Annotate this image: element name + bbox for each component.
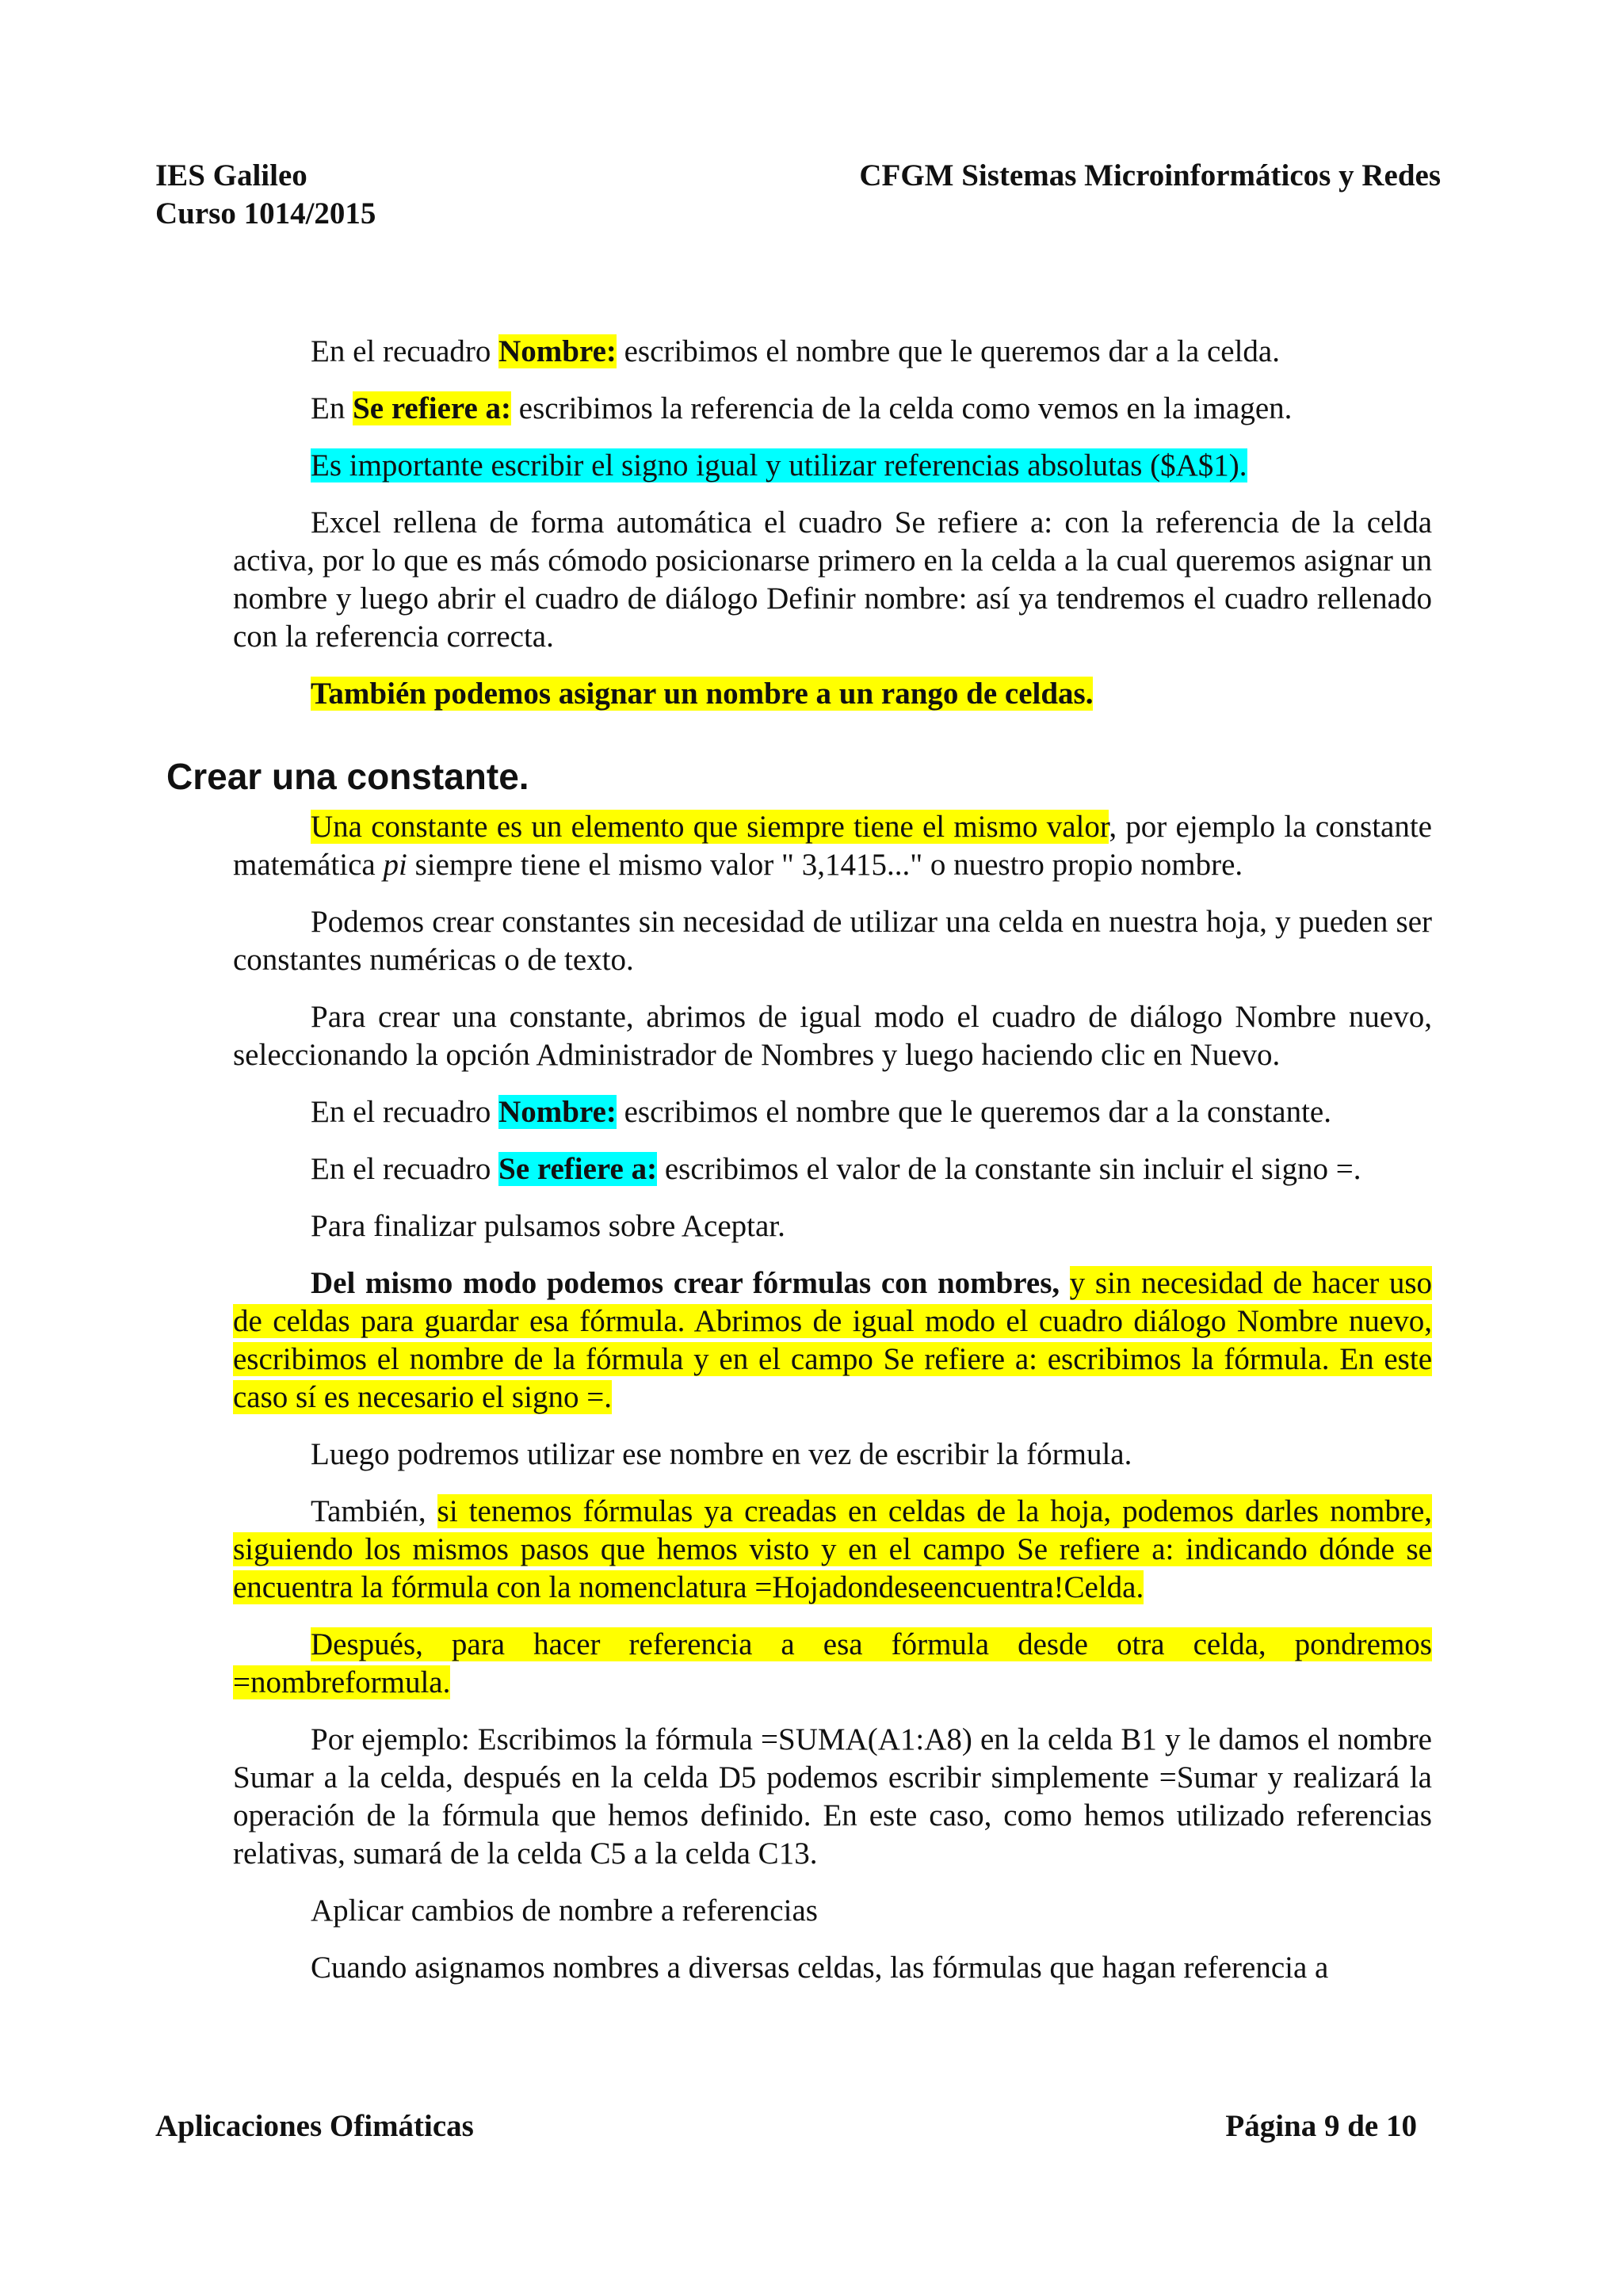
- highlight: Nombre:: [498, 1095, 617, 1129]
- highlight: También podemos asignar un nombre a un rango de celdas.: [311, 677, 1094, 711]
- program-name: CFGM Sistemas Microinformáticos y Redes: [859, 158, 1441, 193]
- page-number: Página 9 de 10: [1225, 2109, 1417, 2143]
- paragraph: En el recuadro Nombre: escribimos el nombre que le queremos dar a la celda.: [311, 334, 1280, 368]
- school-name: IES Galileo: [155, 158, 307, 193]
- paragraph: En el recuadro Nombre: escribimos el nombre que le queremos dar a la constante.: [311, 1095, 1331, 1129]
- highlight: Después, para hacer referencia a esa fórmula desde otra celda, pondremos =nombreformula.: [233, 1627, 1432, 1699]
- paragraph: Luego podremos utilizar ese nombre en vez de escribir la fórmula.: [311, 1437, 1132, 1471]
- paragraph: [233, 1626, 1432, 1702]
- paragraph: También, si tenemos fórmulas ya creadas en celdas de la hoja, podemos darles nombre, siguiendo los mismos pasos que hemos visto y en el campo Se refiere a: indicando dónde se encuentra la fórmula con la nomenclatura =Hojadondeseencuentra!Celda.: [233, 1494, 1433, 1604]
- highlight: Una constante es un elemento que siempre tiene el mismo valor: [311, 810, 1109, 844]
- paragraph: Del mismo modo podemos crear fórmulas con nombres, y sin necesidad de hacer uso de celdas para guardar esa fórmula. Abrimos de igual modo el cuadro diálogo Nombre nuevo, escribimos el nombre de la fórmula y en el campo Se refiere a: escribimos la fórmula. En este caso sí es necesario el signo =.: [233, 1266, 1433, 1414]
- highlight: Es importante escribir el signo igual y utilizar referencias absolutas ($A$1).: [311, 448, 1247, 482]
- paragraph: Aplicar cambios de nombre a referencias: [311, 1894, 818, 1928]
- highlight: y sin necesidad de hacer uso de celdas para guardar esa fórmula. Abrimos de igual modo el cuadro diálogo Nombre nuevo, escribimos el nombre de la fórmula y en el campo Se refiere a: escribimos la fórmula. En este caso sí es necesario el signo =.: [233, 1266, 1433, 1414]
- paragraph: En Se refiere a: escribimos la referencia de la celda como vemos en la imagen.: [311, 391, 1293, 425]
- paragraph: Excel rellena de forma automática el cuadro Se refiere a: con la referencia de la celda activa, por lo que es más cómodo posicionarse primero en la celda a la cual queremos asignar un nombre y luego abrir el cuadro de diálogo Definir nombre: así ya tendremos el cuadro rellenado con la referencia correcta.: [233, 505, 1432, 654]
- highlight: Se refiere a:: [353, 391, 512, 425]
- header-left: [155, 157, 376, 233]
- section-heading: Crear una constante.: [166, 756, 529, 797]
- paragraph: Una constante es un elemento que siempre tiene el mismo valor, por ejemplo la constante matemática pi siempre tiene el mismo valor " 3,1415..." o nuestro propio nombre.: [233, 810, 1432, 882]
- document-body: [166, 333, 1433, 2006]
- paragraph: Cuando asignamos nombres a diversas celdas, las fórmulas que hagan referencia a: [311, 1951, 1329, 1985]
- paragraph: Para finalizar pulsamos sobre Aceptar.: [311, 1209, 785, 1243]
- paragraph: En el recuadro Se refiere a: escribimos el valor de la constante sin incluir el signo =.: [311, 1152, 1361, 1186]
- highlight: Nombre:: [498, 334, 617, 368]
- paragraph: Para crear una constante, abrimos de igual modo el cuadro de diálogo Nombre nuevo, seleccionando la opción Administrador de Nombres y luego haciendo clic en Nuevo.: [233, 1000, 1432, 1072]
- highlight: Se refiere a:: [498, 1152, 658, 1186]
- highlight: si tenemos fórmulas ya creadas en celdas de la hoja, podemos darles nombre, siguiendo los mismos pasos que hemos visto y en el campo Se refiere a: indicando dónde se encuentra la fórmula con la nomenclatura =Hojadondeseencuentra!Celda.: [233, 1494, 1433, 1604]
- paragraph: [233, 675, 1432, 713]
- paragraph: Por ejemplo: Escribimos la fórmula =SUMA(A1:A8) en la celda B1 y le damos el nombre Sumar a la celda, después en la celda D5 podemos escribir simplemente =Sumar y realizará la operación de la fórmula que hemos definido. En este caso, como hemos utilizado referencias relativas, sumará de la celda C5 a la celda C13.: [233, 1722, 1432, 1871]
- paragraph: Podemos crear constantes sin necesidad de utilizar una celda en nuestra hoja, y pueden ser constantes numéricas o de texto.: [233, 905, 1432, 977]
- course-year: Curso 1014/2015: [155, 196, 376, 231]
- paragraph: [233, 447, 1432, 485]
- footer-subject: Aplicaciones Ofimáticas: [155, 2109, 474, 2143]
